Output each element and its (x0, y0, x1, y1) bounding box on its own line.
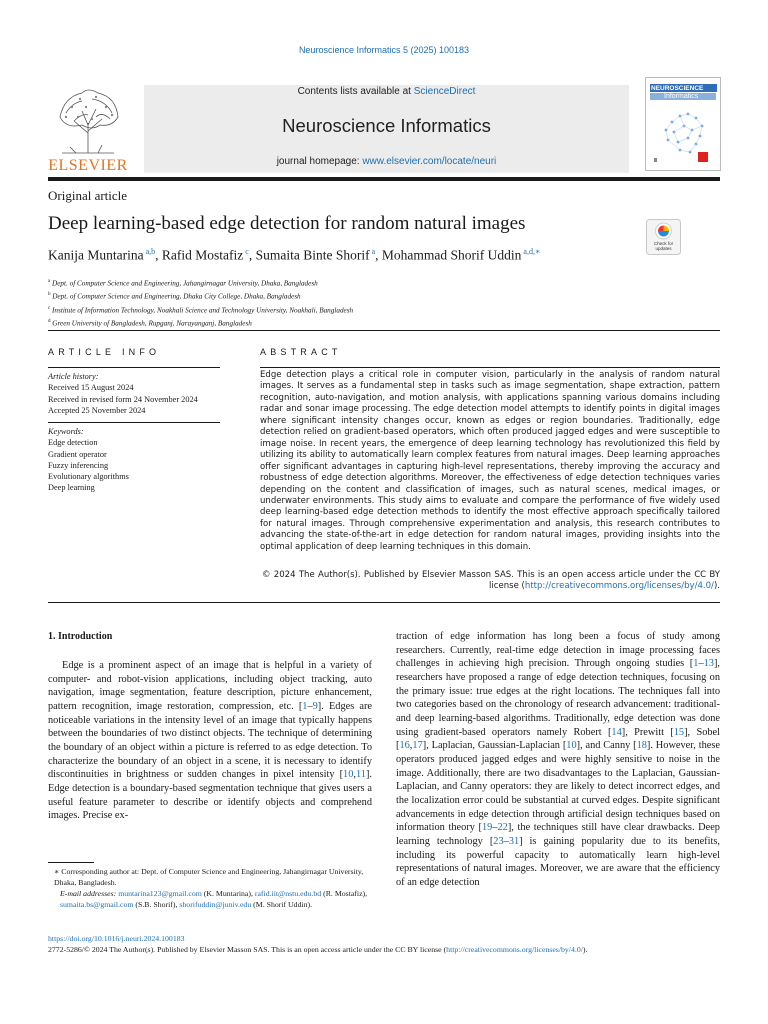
elsevier-tree-icon (52, 83, 124, 157)
license-line (260, 581, 720, 592)
author-name[interactable]: Sumaita Binte Shorif (255, 247, 370, 263)
citation-link[interactable]: 11 (355, 769, 366, 781)
bottom-notes (48, 933, 720, 955)
journal-name: Neuroscience Informatics (282, 115, 491, 136)
author-separator: , (375, 247, 382, 263)
license-prefix: license ( (489, 581, 525, 592)
citation-link[interactable]: 1 (302, 700, 308, 712)
affiliation-key: d (48, 319, 51, 325)
abstract-bottom-rule (48, 602, 720, 603)
history-item: Received 15 August 2024 (48, 383, 134, 393)
keyword: Evolutionary algorithms (48, 472, 129, 482)
author-name[interactable]: Mohammad Shorif Uddin (381, 247, 522, 263)
email-link[interactable]: muntarina123@gmail.com (118, 889, 202, 899)
top-citation-link[interactable]: Neuroscience Informatics 5 (2025) 100183 (298, 45, 470, 55)
elsevier-wordmark: ELSEVIER (48, 157, 128, 174)
email-owner: (S.B. Shorif), (133, 900, 180, 910)
keyword: Edge detection (48, 438, 98, 448)
header-rule (48, 177, 720, 181)
citation-link[interactable]: 16 (399, 740, 410, 752)
intro-paragraph-right: traction of edge information has long been a focus of study among researchers. Currently, real-time edge detection in image processing faces challenges in achieving high precision. Through ongoing studies [1–13], researchers have proposed a range of edge detection techniques, focusing on the primary issue: true edges at the right locations. The techniques fall into two categories based on the chronology of research advancement: traditional- and deep learning-based algorithms. Traditionally, edge detection was done using gradient-based operators namely Robert [14], Prewitt [15], Sobel [16,17], Laplacian, Gaussian-Laplacian [10], and Canny [18]. However, these operators produced jagged edges and were highly sensitive to noise in the image. Additionally, there are two disadvantages to the Laplacian, Gaussian-Laplacian, and Canny operators: they are likely to detect incorrect edges, and the localization error could be substantial at curved edges. Despite significant advancements in edge detection through artificial design techniques based on information theory [19–22], the techniques still have clear drawbacks. Deep learning technology [23–31] is gaining popularity due to its benefits, including its powerful capacity to automatically learn high-level representations of natural images. Moreover, we are aware that the efficiency of an edge detection (396, 631, 721, 888)
journal-homepage-link[interactable]: www.elsevier.com/locate/neuri (362, 156, 497, 167)
issn-suffix: ). (582, 945, 588, 955)
email-link[interactable]: rafid.iit@nstu.edu.bd (254, 889, 322, 899)
intro-column-right (396, 630, 720, 889)
keyword: Gradient operator (48, 449, 107, 459)
journal-cover[interactable] (645, 77, 721, 171)
check-for-updates-badge[interactable] (646, 219, 681, 255)
author-list (48, 247, 540, 264)
journal-band (144, 85, 629, 173)
homepage-prefix: journal homepage: (276, 156, 363, 167)
affiliations (48, 276, 720, 330)
article-title: Deep learning-based edge detection for random natural images (48, 213, 526, 234)
keyword: Fuzzy inferencing (48, 460, 109, 470)
affiliation-item (48, 289, 720, 302)
contents-prefix: Contents lists available at (297, 86, 414, 97)
doi-link[interactable]: https://doi.org/10.1016/j.neuri.2024.100183 (48, 934, 185, 943)
citation-link[interactable]: 10 (343, 769, 354, 781)
author-separator: , (155, 247, 162, 263)
keywords-rule (48, 422, 220, 423)
journal-header (48, 77, 720, 177)
history-item: Received in revised form 24 November 2024 (48, 394, 198, 404)
author-name[interactable]: Rafid Mostafiz (161, 247, 244, 263)
footnotes (48, 866, 378, 910)
author-affiliation-marker[interactable]: a,b (143, 247, 156, 256)
section-title-introduction: 1. Introduction (48, 631, 113, 642)
crossmark-label: Check for updates (653, 241, 674, 251)
affiliation-key: c (48, 305, 51, 311)
author-affiliation-marker[interactable]: a,d,∗ (521, 247, 541, 256)
abstract-text: Edge detection plays a critical role in computer vision, particularly in the analysis of random natural images. It serves as a fundamental step in tasks such as image segmentation, shape extraction, pattern recognition, auto-navigation, and motion analysis, with applications spanning various domains including radar and sonar image processing. The edge detection model attempts to identify points in digital images where significant intensity changes occur, known as edges or region boundaries. Traditionally, edge detection relied on gradient-based operators, which often produced jagged edges and were susceptible to image noise. In recent years, the emergence of deep learning technology has revolutionized this field by utilizing its ability to automatically learn complex features from natural images. Deep learning approaches offer significant advantages in capturing high-level representations, thereby improving the accuracy and robustness of edge detection algorithms. Moreover, the effectiveness of edge detection techniques varies depending on the content and classification of images, such as natural scenes, medical images, or underwater environments. This study aims to evaluate and compare the performance of five widely used deep learning-based edge detection methods to identify the most effective approach specifically tailored for natural images. Through comprehensive experimentation and analysis, this research contributes to advancing the state-of-the-art in edge detection for random natural images, providing insights into the optimal application of deep learning techniques in this domain. (260, 370, 720, 552)
issn-license-link[interactable]: http://creativecommons.org/licenses/by/4.0/ (446, 945, 583, 955)
citation-link[interactable]: 22 (497, 822, 508, 834)
citation-link[interactable]: 1 (693, 658, 699, 670)
elsevier-logo[interactable] (48, 83, 128, 177)
history-label: Article history: (48, 372, 99, 381)
citation-link[interactable]: 10 (566, 740, 577, 752)
intro-column-left (48, 659, 372, 823)
citation-link[interactable]: 18 (636, 740, 647, 752)
affiliation-text: Green University of Bangladesh, Rupganj, Narayanganj, Bangladesh (50, 319, 252, 328)
article-info-heading: ARTICLE INFO (48, 347, 161, 357)
affiliation-text: Institute of Information Technology, Noakhali Science and Technology University, Noakhali, Bangladesh (50, 306, 354, 315)
author-affiliation-marker[interactable]: a (369, 247, 376, 256)
citation-link[interactable]: 17 (412, 740, 423, 752)
email-owner: (M. Shorif Uddin). (251, 900, 313, 910)
contents-line (144, 86, 629, 97)
article-history (48, 371, 220, 416)
cc-license-link[interactable]: http://creativecommons.org/licenses/by/4.0/ (524, 581, 714, 592)
abstract-copyright (260, 570, 720, 593)
affiliation-item (48, 303, 720, 316)
citation-link[interactable]: 23 (493, 835, 504, 847)
author-name[interactable]: Kanija Muntarina (48, 247, 144, 263)
footnote-rule (48, 862, 94, 863)
cover-title: NEUROSCIENCE (650, 84, 717, 92)
sciencedirect-link[interactable]: ScienceDirect (413, 86, 476, 97)
email-owner: (K. Muntarina), (201, 889, 255, 899)
affiliation-text: Dept. of Computer Science and Engineering, Jahangirnagar University, Dhaka, Bangladesh (50, 279, 318, 288)
intro-paragraph-left: Edge is a prominent aspect of an image that is helpful in a variety of computer- and robot-vision applications, including object tracking, auto navigation, image segmentation, feature description, picture enhancement, pattern recognition, image restoration, compression, etc. [1–9]. Edges are noticeable variations in the intensity level of an image that typically happens between the boundaries of two distinct objects. The technique of determining the boundary of an object within a picture is referred to as edge detection. To characterize the boundary of an object in a scene, it is necessary to identify discontinuities in brightness or sudden changes in pixel intensity [10,11]. Edge detection is a boundary-based segmentation technique that gives users a useful feature parameter to describe or identify objects and comprehend images. Precise ex- (48, 660, 372, 822)
homepage-line (144, 156, 629, 167)
affiliation-item (48, 276, 720, 289)
article-type: Original article (48, 188, 128, 203)
affiliation-key: b (48, 292, 51, 298)
citation-link[interactable]: 31 (508, 835, 520, 847)
history-item: Accepted 25 November 2024 (48, 405, 146, 415)
citation-link[interactable]: 19 (481, 822, 493, 834)
email-link[interactable]: shorifuddin@juniv.edu (179, 900, 252, 910)
citation-link[interactable]: 9 (312, 700, 318, 712)
email-addresses (48, 888, 378, 910)
author-affiliation-marker[interactable]: c (243, 247, 249, 256)
affiliation-item (48, 316, 720, 329)
author-separator: , (248, 247, 256, 263)
keywords-label: Keywords: (48, 427, 84, 436)
email-link[interactable]: sumaita.bs@gmail.com (60, 900, 134, 910)
abstract-rule (260, 367, 720, 368)
license-suffix: ). (713, 581, 720, 592)
email-owner: (R. Mostafiz), (321, 889, 368, 899)
cover-subtitle: Informatics (650, 93, 716, 100)
article-info-rule (48, 367, 220, 368)
keyword: Deep learning (48, 483, 95, 493)
brain-network-icon (650, 104, 716, 166)
abstract-heading: ABSTRACT (260, 347, 342, 357)
affiliation-rule (48, 330, 720, 331)
copyright-line: © 2024 The Author(s). Published by Elsevier Masson SAS. This is an open access article under the CC BY (262, 570, 720, 580)
citation-link[interactable]: 13 (703, 658, 714, 670)
corresponding-author-note: ∗ Corresponding author at: Dept. of Computer Science and Engineering, Jahangirnagar University, Dhaka, Bangladesh. (54, 867, 364, 888)
citation-link[interactable]: 14 (611, 726, 622, 738)
affiliation-text: Dept. of Computer Science and Engineering, Dhaka City College, Dhaka, Bangladesh (50, 292, 301, 301)
affiliation-key: a (48, 279, 51, 284)
citation-link[interactable]: 15 (673, 726, 685, 738)
issn-text: 2772-5286/© 2024 The Author(s). Published by Elsevier Masson SAS. This is an open access article under the CC BY license ( (48, 945, 447, 955)
issn-line (48, 944, 720, 955)
keywords (48, 426, 220, 494)
email-label: E-mail addresses: (60, 889, 119, 899)
